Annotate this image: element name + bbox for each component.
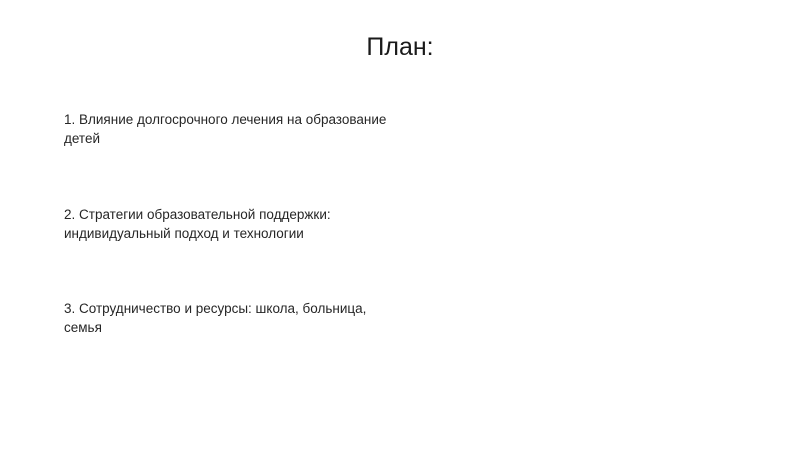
- plan-item-3: 3. Сотрудничество и ресурсы: школа, больница, семья: [64, 301, 367, 335]
- plan-item-2: 2. Стратегии образовательной поддержки: индивидуальный подход и технологии: [64, 207, 331, 241]
- plan-item-1: 1. Влияние долгосрочного лечения на образование детей: [64, 112, 387, 146]
- slide-title: План:: [366, 33, 434, 61]
